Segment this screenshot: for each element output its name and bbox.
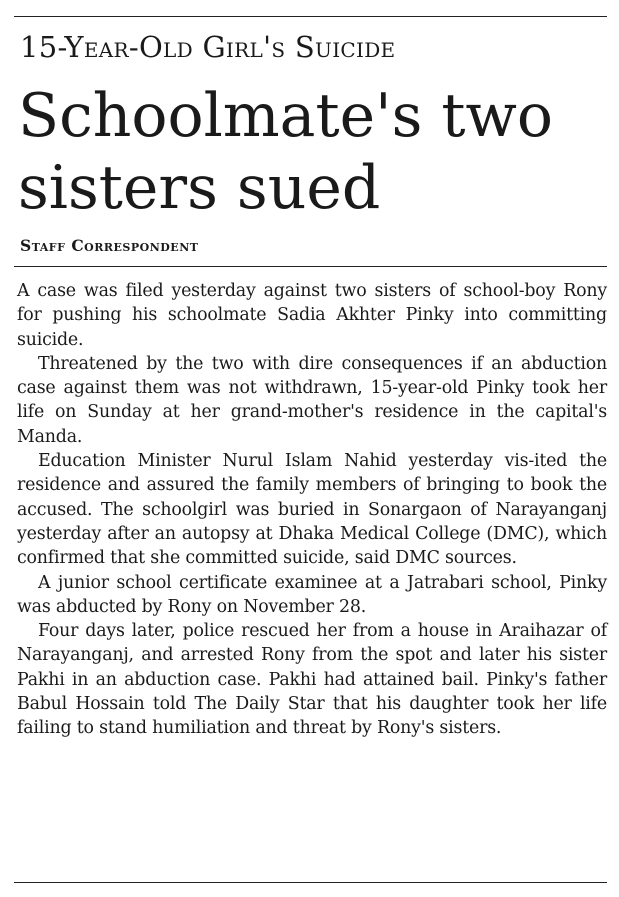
top-rule	[14, 16, 607, 17]
article-body	[17, 279, 607, 741]
paragraph: Threatened by the two with dire consequences if an abduction case against them was not withdrawn, 15-year-old Pinky took her life on Sunday at her grand-mother's residence in the capital's Manda.	[17, 353, 607, 447]
byline-rule	[14, 266, 607, 267]
kicker: 15-Year-Old Girl's Suicide	[20, 30, 396, 64]
headline: Schoolmate's two sisters sued	[18, 81, 554, 223]
paragraph: Education Minister Nurul Islam Nahid yesterday vis-ited the residence and assured the family members of bringing to book the accused. The schoolgirl was buried in Sonargaon of Narayanganj yesterday after an autopsy at Dhaka Medical College (DMC), which confirmed that she committed suicide, said DMC sources.	[17, 451, 607, 569]
paragraph: Four days later, police rescued her from a house in Araihazar of Narayanganj, and arrested Rony from the spot and later his sister Pakhi in an abduction case. Pakhi had attained bail. Pinky's father Babul Hossain told The Daily Star that his daughter took her life failing to stand humiliation and threat by Rony's sisters.	[17, 621, 607, 739]
byline: Staff Correspondent	[20, 236, 199, 255]
bottom-rule	[14, 882, 607, 883]
paragraph: A junior school certificate examinee at a Jatrabari school, Pinky was abducted by Rony on November 28.	[17, 572, 607, 617]
paragraph: A case was filed yesterday against two sisters of school-boy Rony for pushing his schoolmate Sadia Akhter Pinky into committing suicide.	[17, 281, 607, 350]
